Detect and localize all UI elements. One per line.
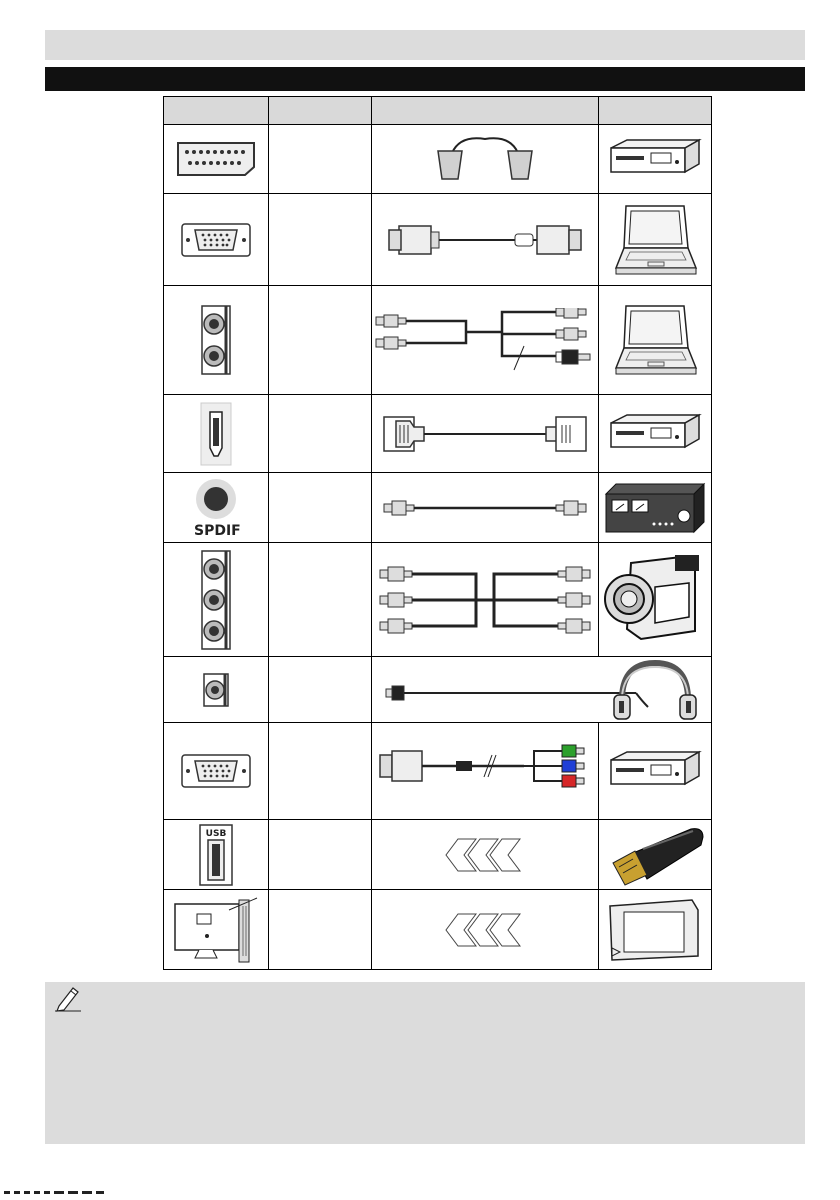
usb-stick-icon [599, 820, 711, 889]
vga-cable-icon [372, 194, 598, 285]
amplifier-icon [599, 473, 711, 542]
usb-port-icon [164, 820, 268, 889]
camcorder-icon [599, 543, 711, 656]
spdif-label: SPDIF [194, 523, 241, 539]
insert-arrows-icon [372, 820, 598, 889]
connections-table [163, 96, 712, 970]
scart-port-icon [164, 125, 268, 193]
pencil-note-icon [53, 984, 83, 1017]
spdif-port-icon [164, 473, 268, 542]
section-title-bar [45, 67, 805, 91]
vga-port-icon [164, 194, 268, 285]
note-box [45, 982, 805, 1144]
top-header-bar [45, 30, 805, 60]
hdmi-port-icon [164, 395, 268, 472]
dvd-player-icon [599, 723, 711, 819]
ci-slot-tv-icon [164, 890, 268, 969]
dvd-player-icon [599, 125, 711, 193]
coaxial-cable-icon [372, 473, 598, 542]
ypbpr-vga-port-icon [164, 723, 268, 819]
pc-audio-cable-icon [372, 286, 598, 394]
hdmi-cable-icon [372, 395, 598, 472]
usb-label: USB [205, 828, 227, 839]
table-header-row [164, 97, 711, 125]
headphones-icon [599, 657, 711, 722]
audio-in-port-icon [164, 286, 268, 394]
av-in-port-icon [164, 543, 268, 656]
scart-cable-icon [372, 125, 598, 193]
ypbpr-cable-icon [372, 723, 598, 819]
insert-arrows-icon [372, 890, 598, 969]
laptop-icon [599, 194, 711, 285]
av-cable-icon [372, 543, 598, 656]
dvd-player-icon [599, 395, 711, 472]
cam-module-icon [599, 890, 711, 969]
headphone-port-icon [164, 657, 268, 722]
page-footer [0, 1182, 840, 1192]
laptop-icon [599, 286, 711, 394]
